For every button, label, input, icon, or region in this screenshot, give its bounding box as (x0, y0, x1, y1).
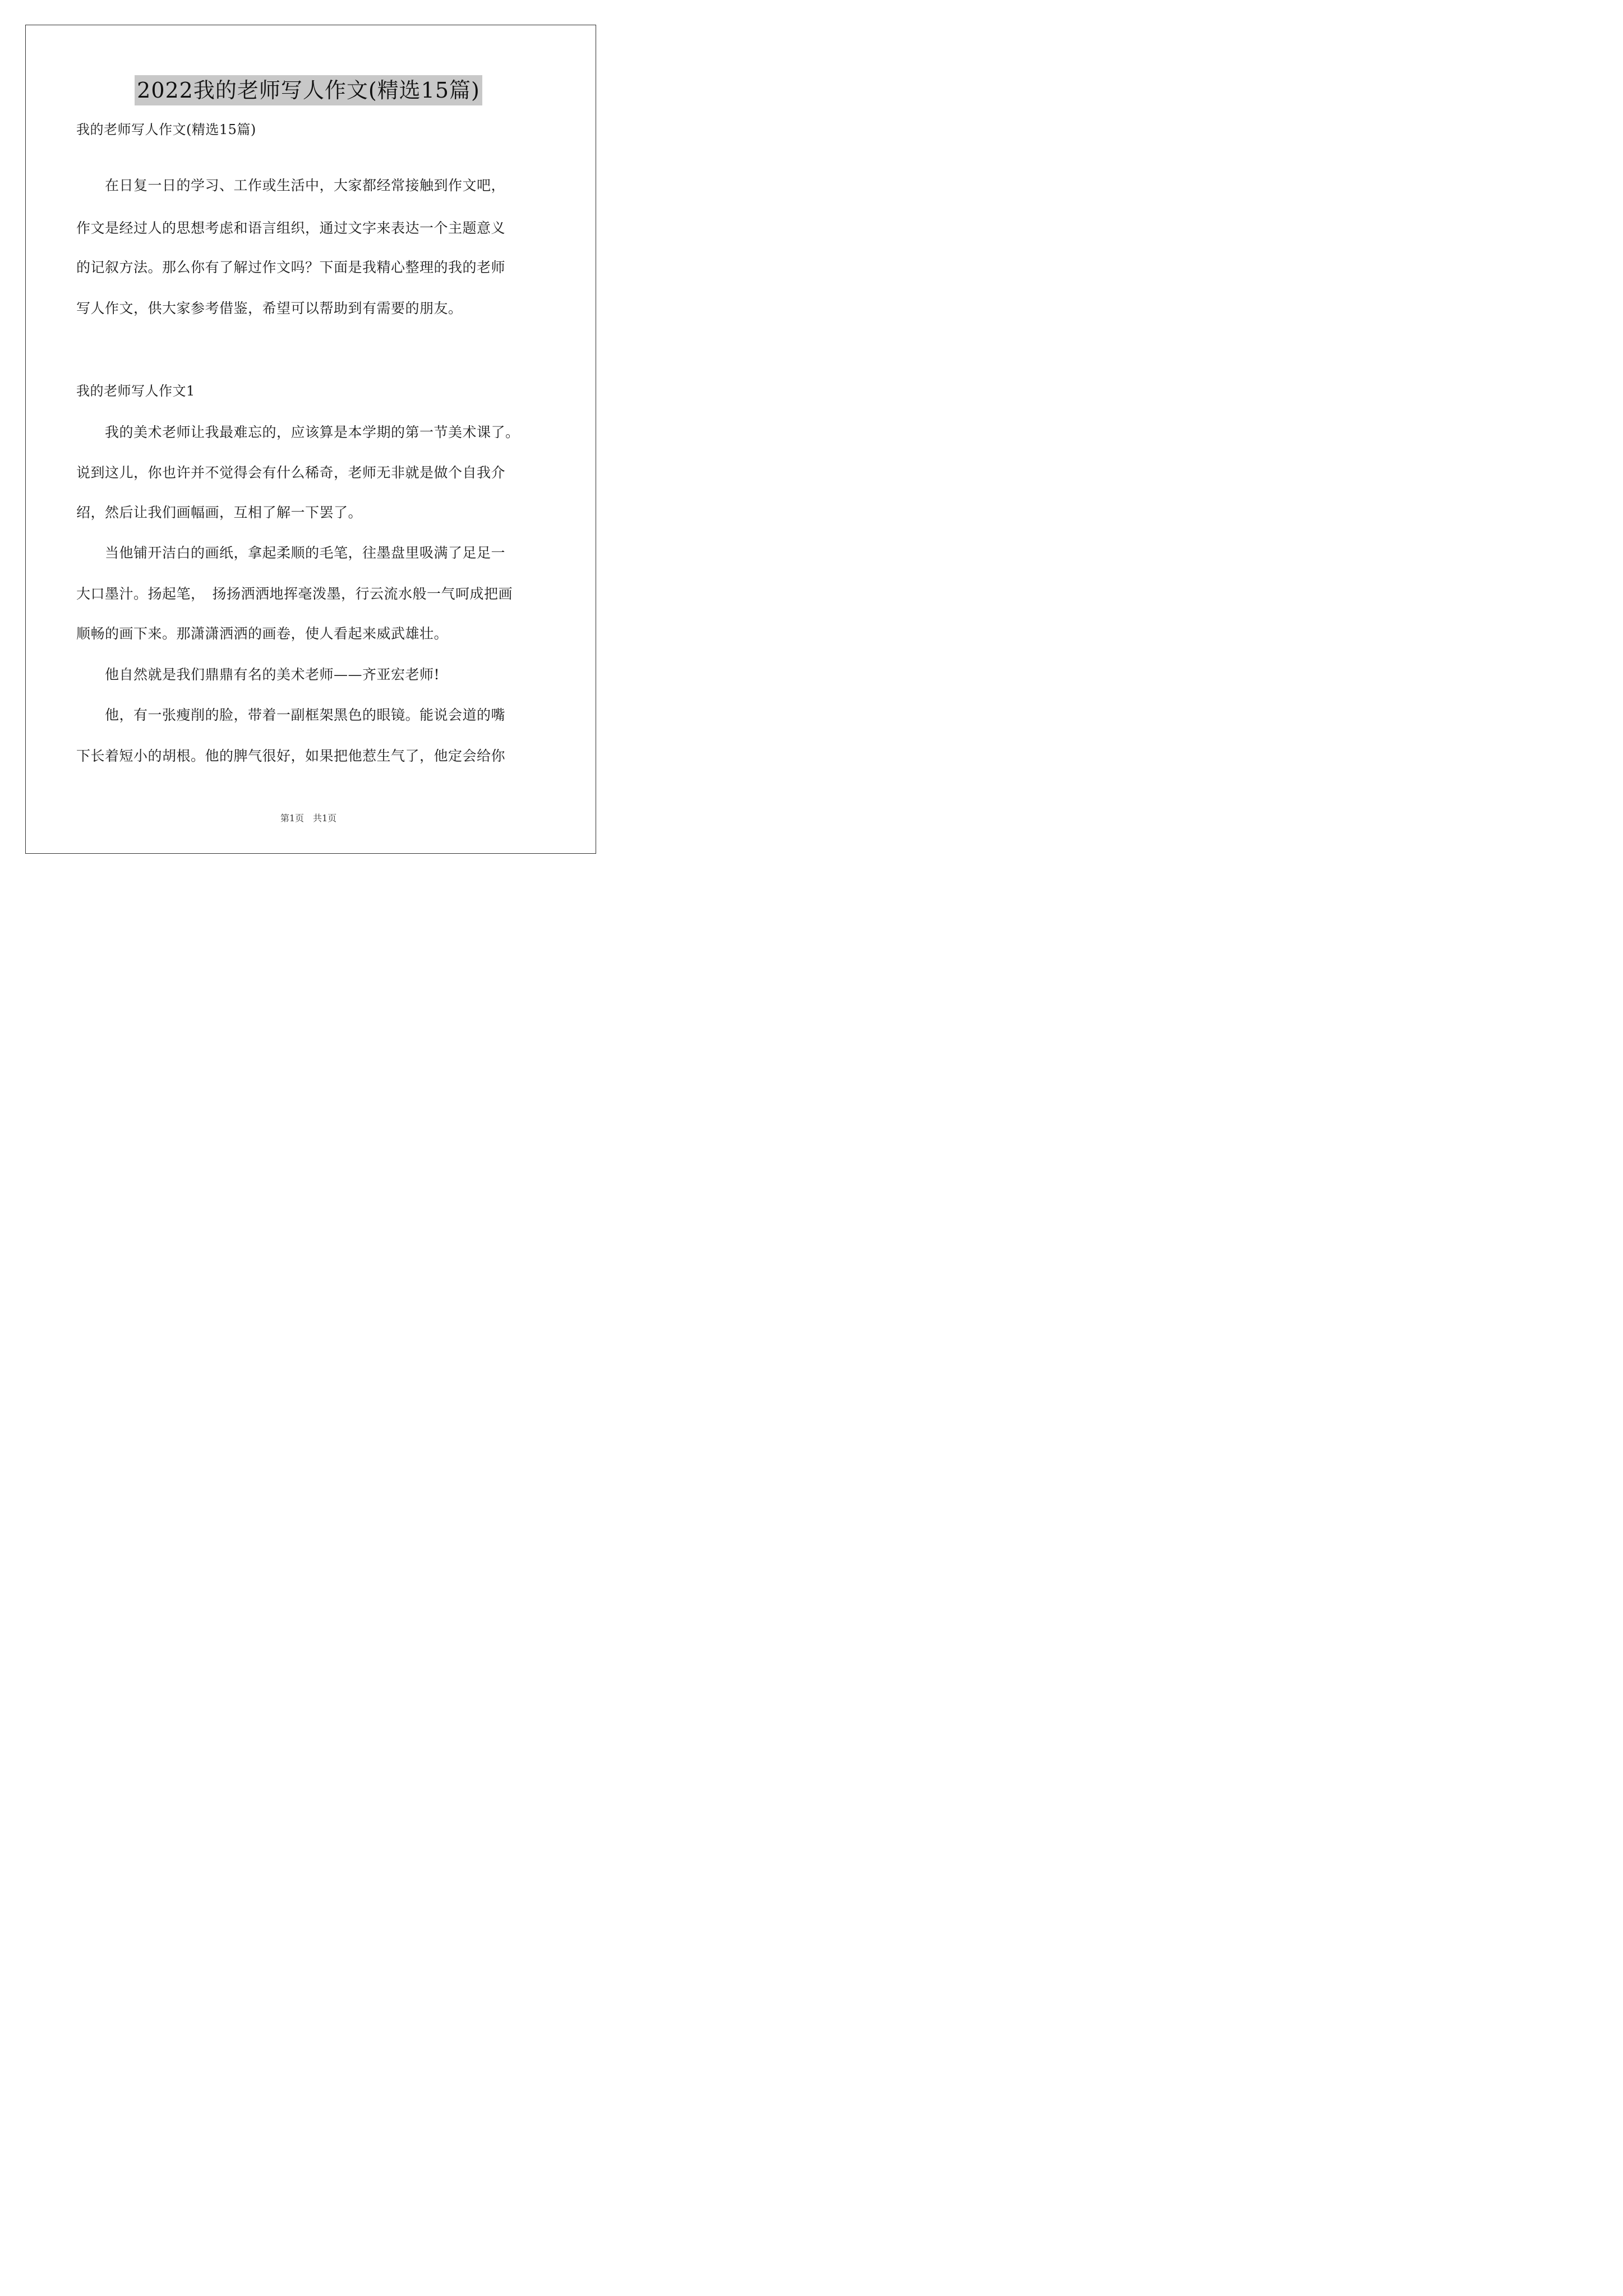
intro-line: 的记叙方法。那么你有了解过作文吗？下面是我精心整理的我的老师 (76, 259, 506, 275)
intro-line: 作文是经过人的思想考虑和语言组织，通过文字来表达一个主题意义 (76, 220, 506, 236)
body-line: 当他铺开洁白的画纸，拿起柔顺的毛笔，往墨盘里吸满了足足一 (76, 545, 506, 561)
document-title: 2022我的老师写人作文(精选15篇) (135, 75, 482, 105)
body-line: 下长着短小的胡根。他的脾气很好，如果把他惹生气了，他定会给你 (76, 748, 506, 764)
intro-line: 写人作文，供大家参考借鉴，希望可以帮助到有需要的朋友。 (76, 300, 463, 316)
body-line: 大口墨汁。扬起笔， 扬扬洒洒地挥毫泼墨，行云流水般一气呵成把画 (76, 586, 513, 602)
document-subtitle: 我的老师写人作文(精选15篇) (76, 122, 256, 137)
body-line: 他自然就是我们鼎鼎有名的美术老师——齐亚宏老师! (76, 666, 440, 683)
body-line: 说到这儿，你也许并不觉得会有什么稀奇，老师无非就是做个自我介 (76, 464, 506, 481)
section-heading: 我的老师写人作文1 (76, 383, 195, 399)
body-line: 顺畅的画下来。那潇潇洒洒的画卷，使人看起来威武雄壮。 (76, 625, 449, 642)
body-line: 他，有一张瘦削的脸，带着一副框架黑色的眼镜。能说会道的嘴 (76, 707, 506, 723)
title-container (0, 75, 617, 105)
page-number-footer: 第1页 共1页 (280, 813, 337, 823)
intro-line: 在日复一日的学习、工作或生活中，大家都经常接触到作文吧， (76, 177, 506, 194)
body-line: 我的美术老师让我最难忘的，应该算是本学期的第一节美术课了。 (76, 424, 520, 440)
body-line: 绍，然后让我们画幅画，互相了解一下罢了。 (76, 504, 363, 521)
